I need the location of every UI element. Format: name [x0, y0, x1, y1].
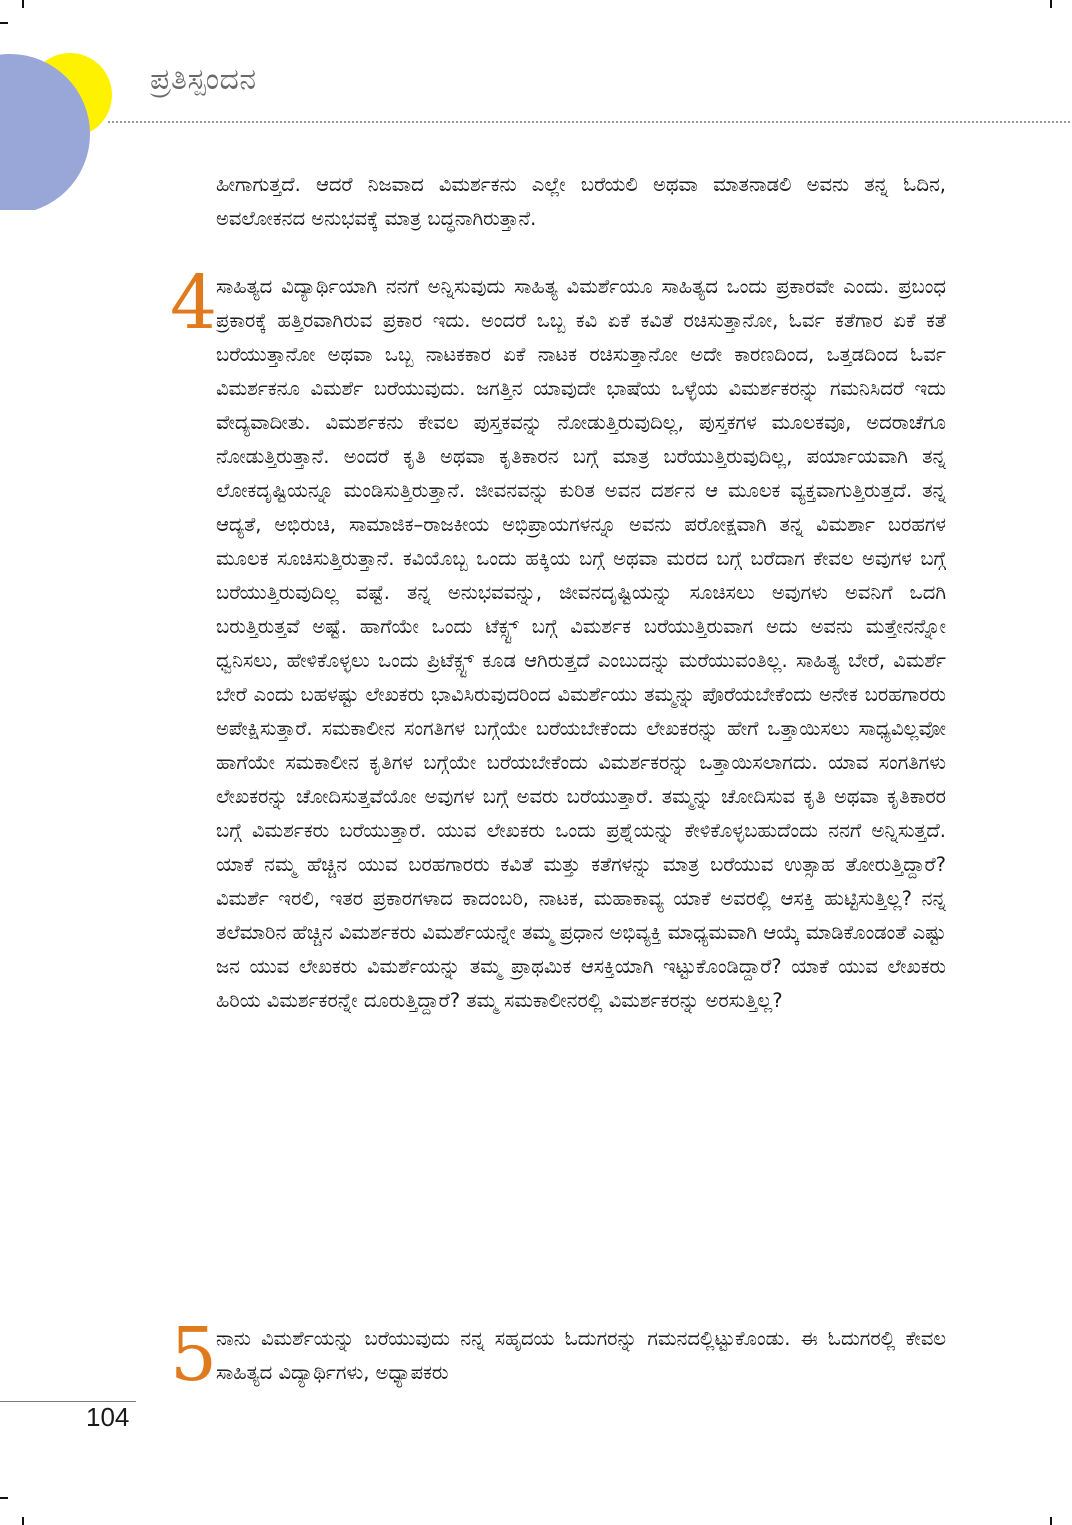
section-title: ಪ್ರತಿಸ್ಪಂದನ — [150, 62, 257, 97]
crop-mark-bottom-left — [22, 1517, 24, 1525]
paragraph-number: 4 — [170, 260, 218, 346]
paragraph-text: ನಾನು ವಿಮರ್ಶೆಯನ್ನು ಬರೆಯುವುದು ನನ್ನ ಸಹೃದಯ ಓದುಗರನ್ನು ಗಮನದಲ್ಲಿಟ್ಟುಕೊಂಡು. ಈ ಓದುಗರಲ್ಲಿ ಕೇವಲ ಸಾಹಿತ್ಯದ ವಿದ್ಯಾರ್ಥಿಗಳು, ಅಧ್ಯಾಪಕರು — [216, 1327, 946, 1384]
paragraph-number: 5 — [170, 1312, 218, 1398]
crop-mark-bottom-right — [1050, 1517, 1052, 1525]
intro-paragraph: ಹೀಗಾಗುತ್ತದೆ. ಆದರೆ ನಿಜವಾದ ವಿಮರ್ಶಕನು ಎಲ್ಲೇ ಬರೆಯಲಿ ಅಥವಾ ಮಾತನಾಡಲಿ ಅವನು ತನ್ನ ಓದಿನ, ಅವಲೋಕನದ ಅನುಭವಕ್ಕೆ ಮಾತ್ರ ಬದ್ಧನಾಗಿರುತ್ತಾನೆ. — [216, 173, 946, 230]
crop-mark-left-bottom — [0, 1497, 8, 1499]
crop-mark-top-right — [1050, 0, 1052, 8]
page-number: 104 — [86, 1402, 130, 1432]
decorative-circles — [0, 0, 130, 210]
header-divider — [108, 121, 1070, 123]
paragraph-text: ಸಾಹಿತ್ಯದ ವಿದ್ಯಾರ್ಥಿಯಾಗಿ ನನಗೆ ಅನ್ನಿಸುವುದು ಸಾಹಿತ್ಯ ವಿಮರ್ಶೆಯೂ ಸಾಹಿತ್ಯದ ಒಂದು ಪ್ರಕಾರವೇ ಎಂದು. ಪ್ರಬಂಧ ಪ್ರಕಾರಕ್ಕೆ ಹತ್ತಿರವಾಗಿರುವ ಪ್ರಕಾರ ಇದು. ಅಂದರೆ ಒಬ್ಬ ಕವಿ ಏಕೆ ಕವಿತೆ ರಚಿಸುತ್ತಾನೋ, ಓರ್ವ ಕತೆಗಾರ ಏಕೆ ಕತೆ ಬರೆಯುತ್ತಾನೋ ಅಥವಾ ಒಬ್ಬ ನಾಟಕಕಾರ ಏಕೆ ನಾಟಕ ರಚಿಸುತ್ತಾನೋ ಅದೇ ಕಾರಣದಿಂದ, ಒತ್ತಡದಿಂದ ಓರ್ವ ವಿಮರ್ಶಕನೂ ವಿಮರ್ಶೆ ಬರೆಯುವುದು. ಜಗತ್ತಿನ ಯಾವುದೇ ಭಾಷೆಯ ಒಳ್ಳೆಯ ವಿಮರ್ಶಕರನ್ನು ಗಮನಿಸಿದರೆ ಇದು ವೇದ್ಯವಾದೀತು. ವಿಮರ್ಶಕನು ಕೇವಲ ಪುಸ್ತಕವನ್ನು ನೋಡುತ್ತಿರುವುದಿಲ್ಲ, ಪುಸ್ತಕಗಳ ಮೂಲಕವೂ, ಅದರಾಚೆಗೂ ನೋಡುತ್ತಿರುತ್ತಾನೆ. ಅಂದರೆ ಕೃತಿ ಅಥವಾ ಕೃತಿಕಾರನ ಬಗ್ಗೆ ಮಾತ್ರ ಬರೆಯುತ್ತಿರುವುದಿಲ್ಲ, ಪರ್ಯಾಯವಾಗಿ ತನ್ನ ಲೋಕದೃಷ್ಟಿಯನ್ನೂ ಮಂಡಿಸುತ್ತಿರುತ್ತಾನೆ. ಜೀವನವನ್ನು ಕುರಿತ ಅವನ ದರ್ಶನ ಆ ಮೂಲಕ ವ್ಯಕ್ತವಾಗುತ್ತಿರುತ್ತದೆ. ತನ್ನ ಆದ್ಯತೆ, ಅಭಿರುಚಿ, ಸಾಮಾಜಿಕ–ರಾಜಕೀಯ ಅಭಿಪ್ರಾಯಗಳನ್ನೂ ಅವನು ಪರೋಕ್ಷವಾಗಿ ತನ್ನ ವಿಮರ್ಶಾ ಬರಹಗಳ ಮೂಲಕ ಸೂಚಿಸುತ್ತಿರುತ್ತಾನೆ. ಕವಿಯೊಬ್ಬ ಒಂದು ಹಕ್ಕಿಯ ಬಗ್ಗೆ ಅಥವಾ ಮರದ ಬಗ್ಗೆ ಬರೆದಾಗ ಕೇವಲ ಅವುಗಳ ಬಗ್ಗೆ ಬರೆಯುತ್ತಿರುವುದಿಲ್ಲ ವಷ್ಟೆ. ತನ್ನ ಅನುಭವವನ್ನು, ಜೀವನದೃಷ್ಟಿಯನ್ನು ಸೂಚಿಸಲು ಅವುಗಳು ಅವನಿಗೆ ಒದಗಿ ಬರುತ್ತಿರುತ್ತವೆ ಅಷ್ಟೆ. ಹಾಗೆಯೇ ಒಂದು ಟೆಕ್ಸ್ಟ್ ಬಗ್ಗೆ ವಿಮರ್ಶಕ ಬರೆಯುತ್ತಿರುವಾಗ ಅದು ಅವನು ಮತ್ತೇನನ್ನೋ ಧ್ವನಿಸಲು, ಹೇಳಿಕೊಳ್ಳಲು ಒಂದು ಪ್ರಿಟೆಕ್ಸ್ಟ್ ಕೂಡ ಆಗಿರುತ್ತದೆ ಎಂಬುದನ್ನು ಮರೆಯುವಂತಿಲ್ಲ. ಸಾಹಿತ್ಯ ಬೇರೆ, ವಿಮರ್ಶೆ ಬೇರೆ ಎಂದು ಬಹಳಷ್ಟು ಲೇಖಕರು ಭಾವಿಸಿರುವುದರಿಂದ ವಿಮರ್ಶೆಯು ತಮ್ಮನ್ನು ಪೊರೆಯಬೇಕೆಂದು ಅನೇಕ ಬರಹಗಾರರು ಅಪೇಕ್ಷಿಸುತ್ತಾರೆ. ಸಮಕಾಲೀನ ಸಂಗತಿಗಳ ಬಗ್ಗೆಯೇ ಬರೆಯಬೇಕೆಂದು ಲೇಖಕರನ್ನು ಹೇಗೆ ಒತ್ತಾಯಿಸಲು ಸಾಧ್ಯವಿಲ್ಲವೋ ಹಾಗೆಯೇ ಸಮಕಾಲೀನ ಕೃತಿಗಳ ಬಗ್ಗೆಯೇ ಬರೆಯಬೇಕೆಂದು ವಿಮರ್ಶಕರನ್ನು ಒತ್ತಾಯಿಸಲಾಗದು. ಯಾವ ಸಂಗತಿಗಳು ಲೇಖಕರನ್ನು ಚೋದಿಸುತ್ತವೆಯೋ ಅವುಗಳ ಬಗ್ಗೆ ಅವರು ಬರೆಯುತ್ತಾರೆ. ತಮ್ಮನ್ನು ಚೋದಿಸುವ ಕೃತಿ ಅಥವಾ ಕೃತಿಕಾರರ ಬಗ್ಗೆ ವಿಮರ್ಶಕರು ಬರೆಯುತ್ತಾರೆ. ಯುವ ಲೇಖಕರು ಒಂದು ಪ್ರಶ್ನೆಯನ್ನು ಕೇಳಿಕೊಳ್ಳಬಹುದೆಂದು ನನಗೆ ಅನ್ನಿಸುತ್ತದೆ. ಯಾಕೆ ನಮ್ಮ ಹೆಚ್ಚಿನ ಯುವ ಬರಹಗಾರರು ಕವಿತೆ ಮತ್ತು ಕತೆಗಳನ್ನು ಮಾತ್ರ ಬರೆಯುವ ಉತ್ಸಾಹ ತೋರುತ್ತಿದ್ದಾರೆ? ವಿಮರ್ಶೆ ಇರಲಿ, ಇತರ ಪ್ರಕಾರಗಳಾದ ಕಾದಂಬರಿ, ನಾಟಕ, ಮಹಾಕಾವ್ಯ ಯಾಕೆ ಅವರಲ್ಲಿ ಆಸಕ್ತಿ ಹುಟ್ಟಿಸುತ್ತಿಲ್ಲ? ನನ್ನ ತಲೆಮಾರಿನ ಹೆಚ್ಚಿನ ವಿಮರ್ಶಕರು ವಿಮರ್ಶೆಯನ್ನೇ ತಮ್ಮ ಪ್ರಧಾನ ಅಭಿವ್ಯಕ್ತಿ ಮಾಧ್ಯಮವಾಗಿ ಆಯ್ಕೆ ಮಾಡಿಕೊಂಡಂತೆ ಎಷ್ಟು ಜನ ಯುವ ಲೇಖಕರು ವಿಮರ್ಶೆಯನ್ನು ತಮ್ಮ ಪ್ರಾಥಮಿಕ ಆಸಕ್ತಿಯಾಗಿ ಇಟ್ಟುಕೊಂಡಿದ್ದಾರೆ? ಯಾಕೆ ಯುವ ಲೇಖಕರು ಹಿರಿಯ ವಿಮರ್ಶಕರನ್ನೇ ದೂರುತ್ತಿದ್ದಾರೆ? ತಮ್ಮ ಸಮಕಾಲೀನರಲ್ಲಿ ವಿಮರ್ಶಕರನ್ನು ಅರಸುತ್ತಿಲ್ಲ? — [216, 275, 946, 1012]
